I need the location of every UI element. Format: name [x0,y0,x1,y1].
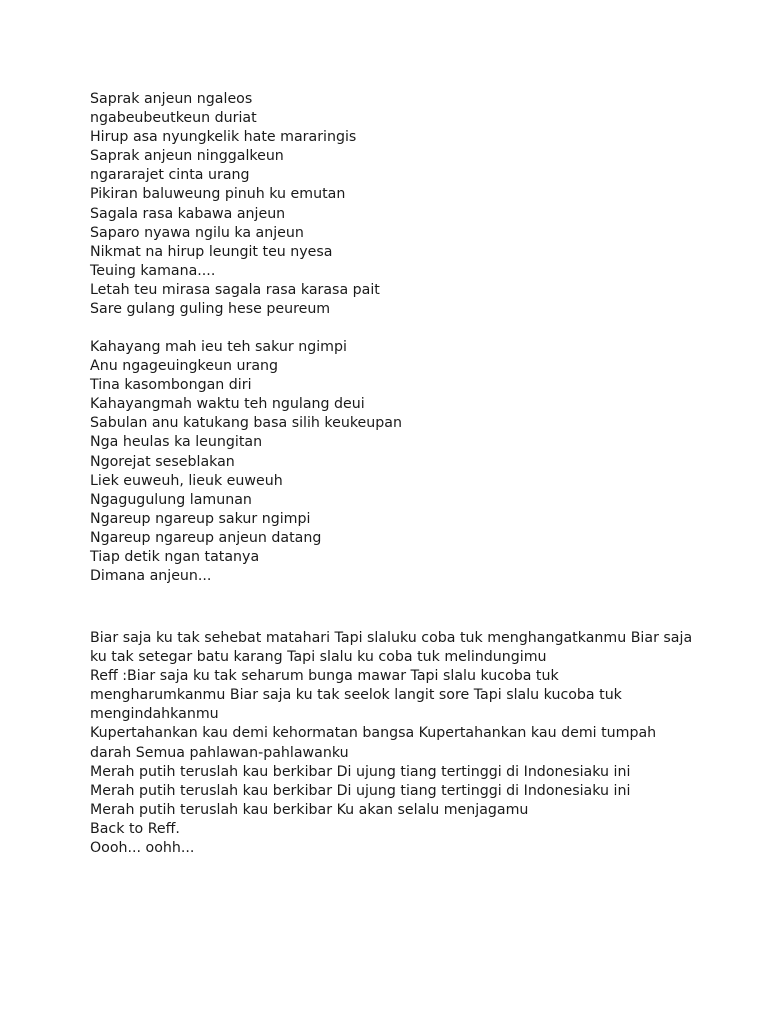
text-line: Teuing kamana.... [90,262,216,279]
text-line: Merah putih teruslah kau berkibar Di ujung tiang tertinggi di Indonesiaku ini [90,763,631,780]
text-line: Kahayangmah waktu teh ngulang deui [90,396,365,413]
text-line: Ngorejat seseblakan [90,453,235,470]
text-line: Dimana anjeun... [90,568,212,585]
text-line: ngararajet cinta urang [90,167,250,184]
text-line: Nikmat na hirup leungit teu nyesa [90,243,333,260]
text-line: ngabeubeutkeun duriat [90,110,257,127]
stanza-3 [90,629,700,858]
text-line: Merah putih teruslah kau berkibar Di ujung tiang tertinggi di Indonesiaku ini [90,782,631,799]
text-line: Saprak anjeun ngaleos [90,91,253,107]
text-line: Kahayang mah ieu teh sakur ngimpi [90,339,347,355]
text-line: Reff :Biar saja ku tak seharum bunga mawar Tapi slalu kucoba tuk [90,668,559,685]
text-line: Kupertahankan kau demi kehormatan bangsa Kupertahankan kau demi tumpah [90,725,657,742]
text-line: Saprak anjeun ninggalkeun [90,148,284,165]
text-line: ku tak setegar batu karang Tapi slalu ku coba tuk melindungimu [90,649,547,666]
text-line: Sare gulang guling hese peureum [90,301,331,318]
text-line: Letah teu mirasa sagala rasa karasa pait [90,281,380,298]
text-line: mengindahkanmu [90,706,219,723]
text-line: Sagala rasa kabawa anjeun [90,205,286,222]
text-line: Oooh... oohh... [90,840,195,857]
text-line: Saparo nyawa ngilu ka anjeun [90,224,304,241]
text-line: Liek euweuh, lieuk euweuh [90,472,283,489]
text-line: mengharumkanmu Biar saja ku tak seelok langit sore Tapi slalu kucoba tuk [90,687,622,704]
text-line: Sabulan anu katukang basa silih keukeupan [90,415,402,432]
text-line: Hirup asa nyungkelik hate mararingis [90,129,357,146]
stanza-1 [90,90,700,319]
text-line: Tina kasombongan diri [90,377,252,394]
text-line: Back to Reff. [90,820,180,837]
text-line: Ngareup ngareup sakur ngimpi [90,510,311,527]
text-line: Ngareup ngareup anjeun datang [90,529,322,546]
text-line: Tiap detik ngan tatanya [90,549,260,566]
text-line: Biar saja ku tak sehebat matahari Tapi slaluku coba tuk menghangatkanmu Biar saja [90,630,693,646]
text-line: Ngagugulung lamunan [90,491,252,508]
text-line: Nga heulas ka leungitan [90,434,263,451]
text-line: darah Semua pahlawan-pahlawanku [90,744,349,761]
text-line: Anu ngageuingkeun urang [90,358,279,375]
text-line: Pikiran baluweung pinuh ku emutan [90,186,346,203]
text-line: Merah putih teruslah kau berkibar Ku akan selalu menjagamu [90,801,529,818]
stanza-2 [90,338,700,586]
